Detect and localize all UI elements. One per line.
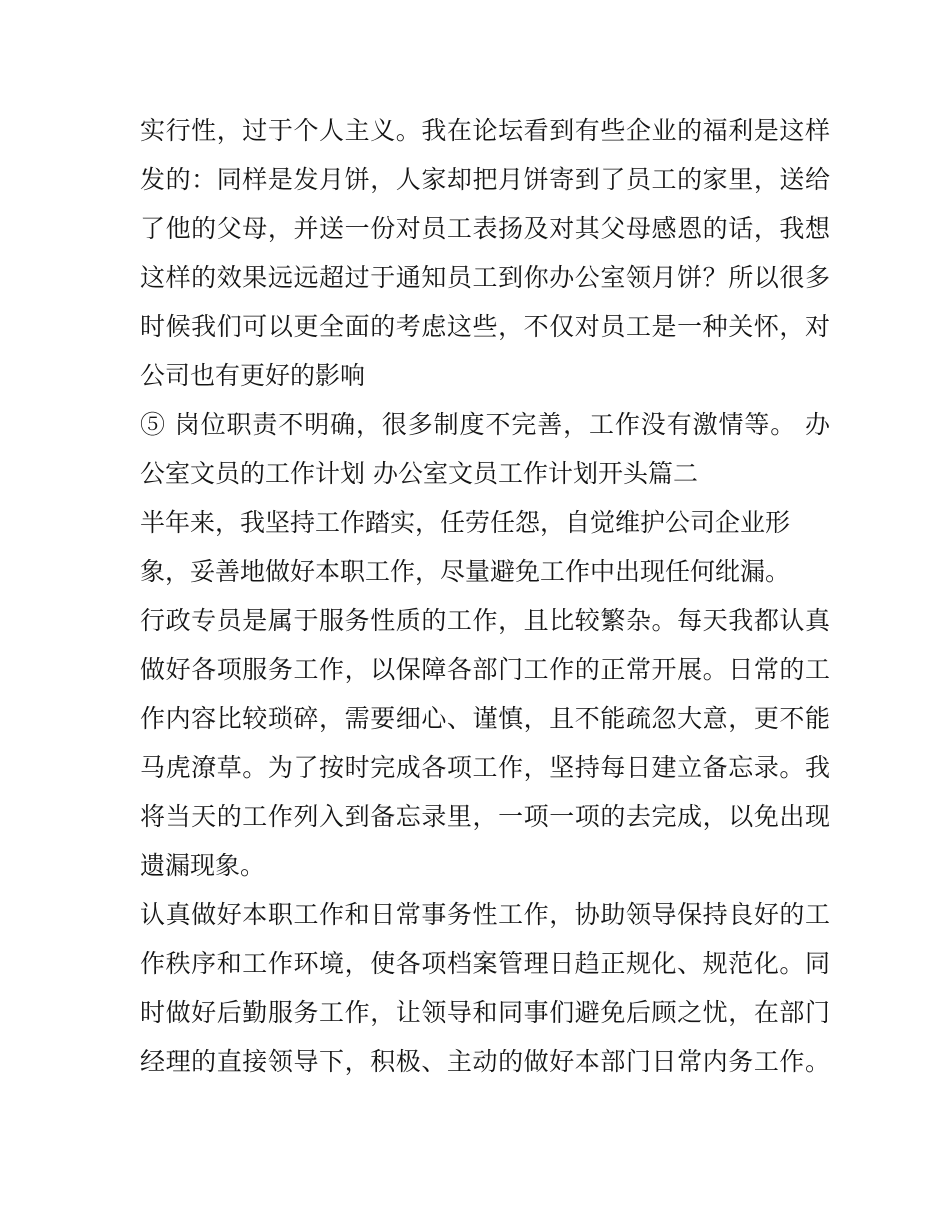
- text-line: 半年来，我坚持工作踏实，任劳任怨，自觉维护公司企业形: [140, 508, 791, 537]
- text-line: ⑤ 岗位职责不明确，很多制度不完善，工作没有激情等。 办: [140, 410, 830, 439]
- text-line: 行政专员是属于服务性质的工作，且比较繁杂。每天我都认真: [140, 606, 830, 635]
- text-line: 这样的效果远远超过于通知员工到你办公室领月饼？所以很多: [140, 263, 830, 292]
- text-line: 将当天的工作列入到备忘录里，一项一项的去完成，以免出现: [140, 802, 830, 831]
- text-line: 认真做好本职工作和日常事务性工作，协助领导保持良好的工: [140, 900, 830, 929]
- text-line: 公室文员的工作计划 办公室文员工作计划开头篇二: [140, 459, 698, 488]
- text-line: 作秩序和工作环境，使各项档案管理日趋正规化、规范化。同: [140, 949, 830, 978]
- text-line: 经理的直接领导下，积极、主动的做好本部门日常内务工作。: [140, 1047, 830, 1076]
- text-line: 遗漏现象。: [140, 851, 266, 880]
- text-line: 时候我们可以更全面的考虑这些，不仅对员工是一种关怀，对: [140, 312, 830, 341]
- text-line: 公司也有更好的影响: [140, 361, 366, 390]
- text-line: 发的：同样是发月饼，人家却把月饼寄到了员工的家里，送给: [140, 165, 830, 194]
- text-line: 做好各项服务工作，以保障各部门工作的正常开展。日常的工: [140, 655, 830, 684]
- text-line: 作内容比较琐碎，需要细心、谨慎，且不能疏忽大意，更不能: [140, 704, 830, 733]
- text-line: 了他的父母，并送一份对员工表扬及对其父母感恩的话，我想: [140, 214, 830, 243]
- document-body: [140, 106, 830, 1086]
- text-line: 时做好后勤服务工作，让领导和同事们避免后顾之忧，在部门: [140, 998, 830, 1027]
- text-line: 马虎潦草。为了按时完成各项工作，坚持每日建立备忘录。我: [140, 753, 830, 782]
- text-line: 实行性，过于个人主义。我在论坛看到有些企业的福利是这样: [140, 116, 830, 145]
- text-line: 象，妥善地做好本职工作，尽量避免工作中出现任何纰漏。: [140, 557, 791, 586]
